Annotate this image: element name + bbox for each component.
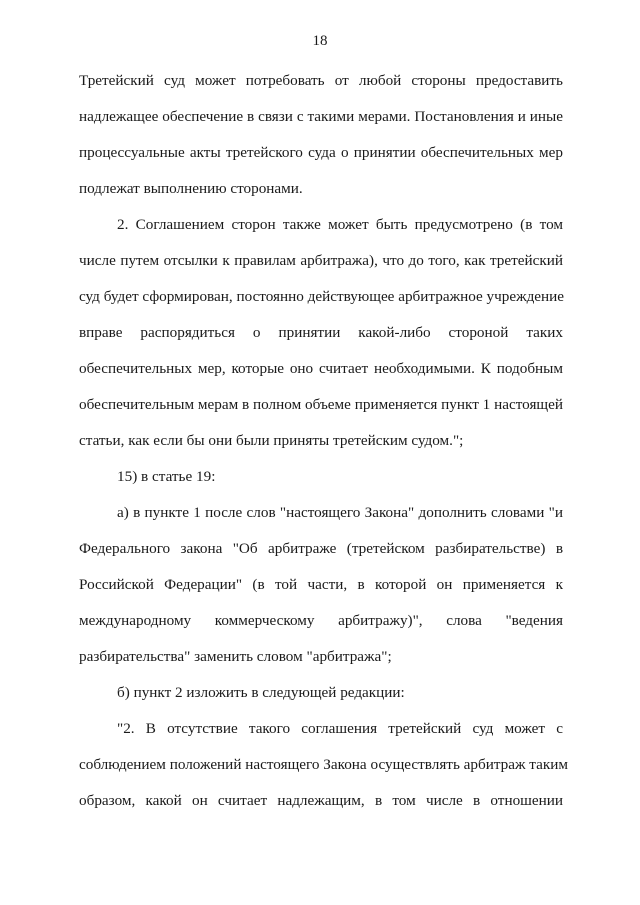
text-line: Федерального закона "Об арбитраже (третейском разбирательстве) в xyxy=(79,540,563,557)
text-line: Третейский суд может потребовать от любой стороны предоставить xyxy=(79,72,563,89)
text-line: процессуальные акты третейского суда о принятии обеспечительных мер xyxy=(79,144,563,161)
text-line: обеспечительных мер, которые оно считает необходимыми. К подобным xyxy=(79,360,563,377)
text-line: разбирательства" заменить словом "арбитража"; xyxy=(79,648,392,665)
text-line: надлежащее обеспечение в связи с такими мерами. Постановления и иные xyxy=(79,108,563,125)
text-line: б) пункт 2 изложить в следующей редакции: xyxy=(117,684,405,701)
text-line: "2. В отсутствие такого соглашения третейский суд может с xyxy=(117,720,563,737)
text-line: образом, какой он считает надлежащим, в том числе в отношении xyxy=(79,792,563,809)
text-line: Российской Федерации" (в той части, в которой он применяется к xyxy=(79,576,563,593)
text-line: статьи, как если бы они были приняты третейским судом."; xyxy=(79,432,464,449)
text-line: суд будет сформирован, постоянно действующее арбитражное учреждение xyxy=(79,288,565,305)
text-line: вправе распорядиться о принятии какой-либо стороной таких xyxy=(79,324,563,341)
page-number: 18 xyxy=(312,33,328,49)
text-line: 2. Соглашением сторон также может быть предусмотрено (в том xyxy=(117,216,563,233)
text-line: числе путем отсылки к правилам арбитража), что до того, как третейский xyxy=(79,252,563,269)
text-line: обеспечительным мерам в полном объеме применяется пункт 1 настоящей xyxy=(79,396,563,413)
text-line: а) в пункте 1 после слов "настоящего Закона" дополнить словами "и xyxy=(117,504,563,521)
text-line: 15) в статье 19: xyxy=(117,468,216,485)
text-line: соблюдением положений настоящего Закона осуществлять арбитраж таким xyxy=(79,756,568,773)
text-line: подлежат выполнению сторонами. xyxy=(79,180,303,197)
text-line: международному коммерческому арбитражу)", слова "ведения xyxy=(79,612,563,629)
